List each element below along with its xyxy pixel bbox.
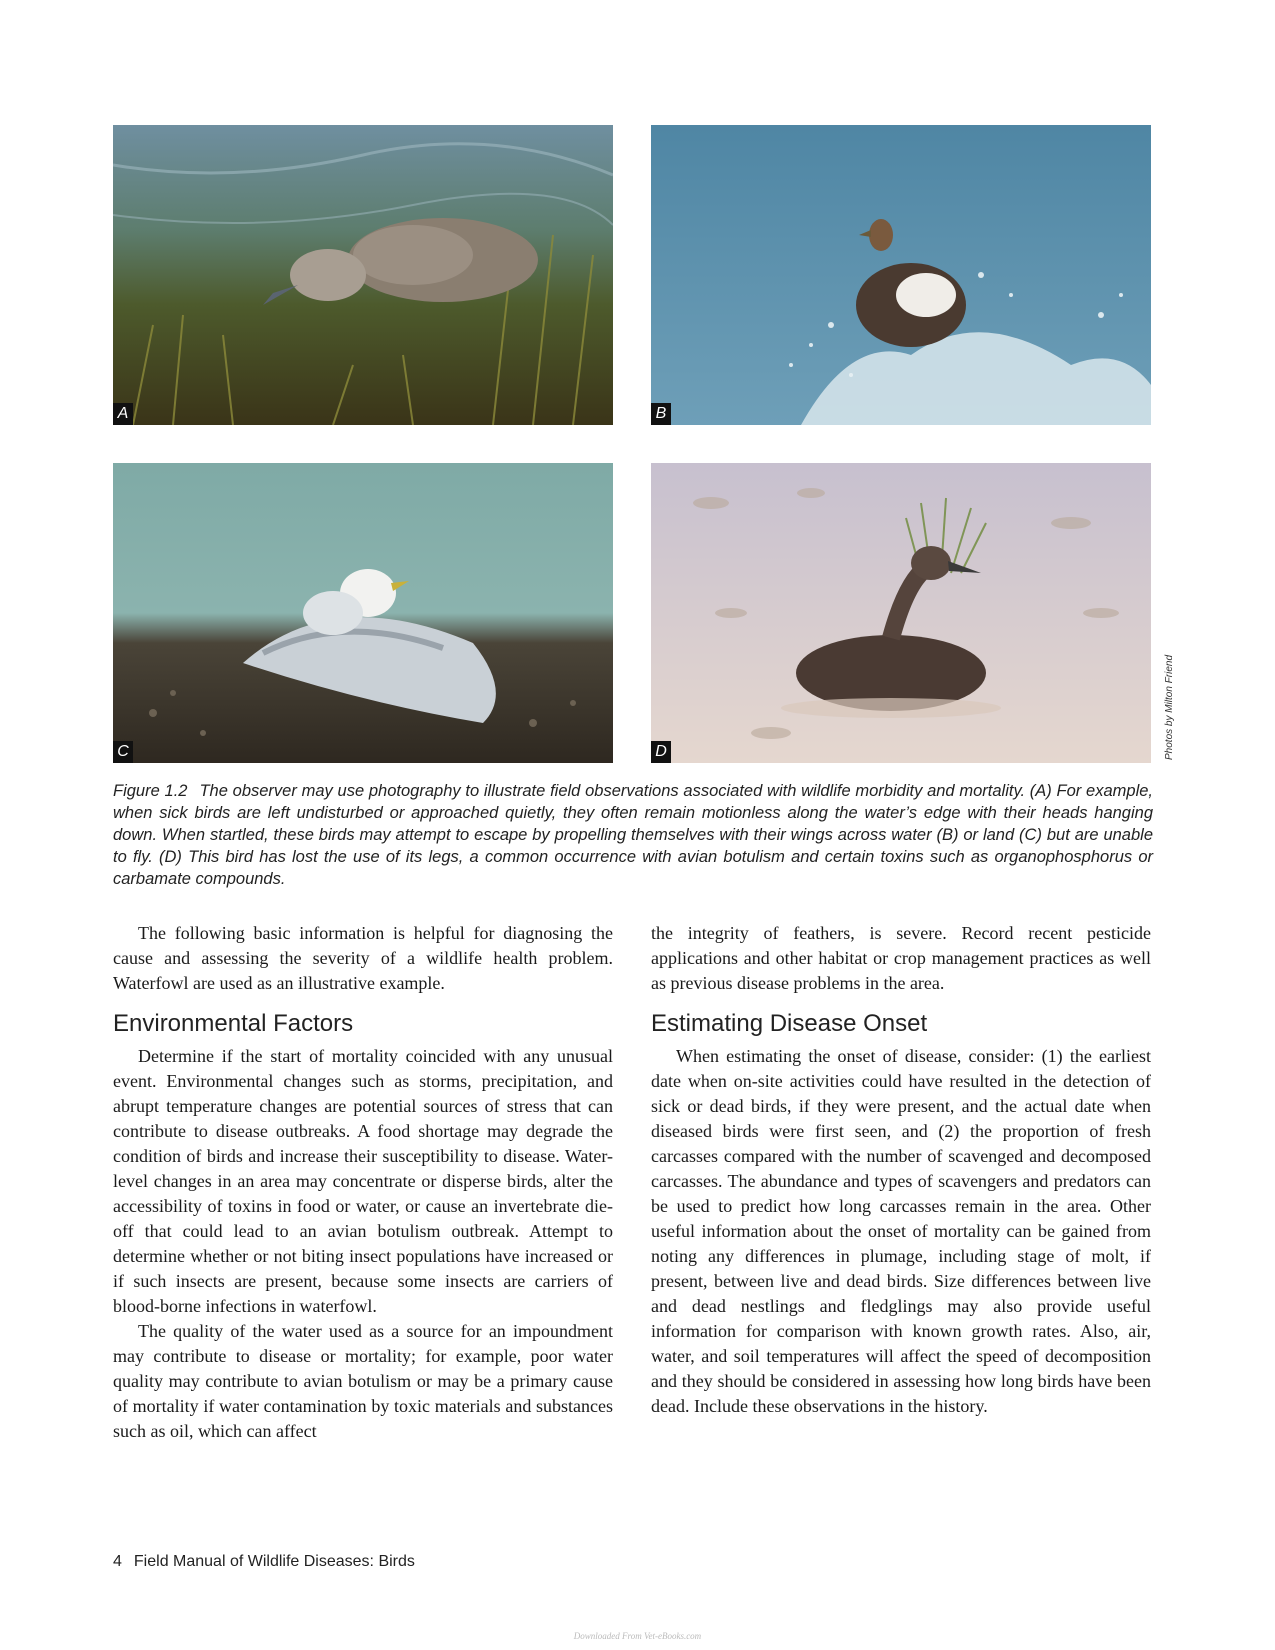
page-number: 4 xyxy=(113,1553,122,1570)
photo-d-duck-in-shallows xyxy=(651,463,1151,763)
page-footer xyxy=(113,1553,415,1571)
photo-credit: Photos by Milton Friend xyxy=(1164,654,1175,760)
right-column xyxy=(651,921,1151,1419)
book-title: Field Manual of Wildlife Diseases: Birds xyxy=(133,1553,415,1570)
panel-label-d: D xyxy=(651,741,671,763)
panel-label-c: C xyxy=(113,741,133,763)
figure-caption xyxy=(113,780,1153,890)
environmental-paragraph-2: The quality of the water used as a source for an impoundment may contribute to disease or mortality; for example, poor water quality may contribute to avian botulism or may be a primary cause of mortality if water contamination by toxic materials and substances such as oil, which can affect xyxy=(113,1321,613,1441)
photo-b-duck-splashing xyxy=(651,125,1151,425)
environmental-paragraph-1: Determine if the start of mortality coincided with any unusual event. Environmental changes such as storms, precipitation, and abrupt temperature changes are potential sources of stress that can contribute to disease outbreaks. A food shortage may degrade the condition of birds and increase their susceptibility to disease. Water-level changes in an area may concentrate or disperse birds, alter the accessibility of toxins in food or water, or cause an invertebrate die-off that could lead to an avian botulism outbreak. Attempt to determine whether or not biting insect populations have increased or if such insects are present, because some insects are carriers of blood-borne infections in waterfowl. xyxy=(113,1046,613,1316)
download-watermark: Downloaded From Vet-eBooks.com xyxy=(573,1631,702,1641)
panel-label-a: A xyxy=(113,403,133,425)
panel-label-b: B xyxy=(651,403,671,425)
section-heading-environmental-factors: Environmental Factors xyxy=(113,1010,354,1037)
figure-label: Figure 1.2 xyxy=(113,782,188,800)
figure-caption-text: The observer may use photography to illustrate field observations associated with wildlife morbidity and mortality. (A) For example, when sick birds are left undisturbed or approached quietly, they often remain motionless along the water’s edge with their heads hanging down. When startled, these birds may attempt to escape by propelling themselves with their wings across water (B) or land (C) but are unable to fly. (D) This bird has lost the use of its legs, a common occurrence with avian botulism and certain toxins such as organophosphorus or carbamate compounds. xyxy=(113,782,1154,888)
left-column xyxy=(113,921,613,1444)
disease-onset-paragraph: When estimating the onset of disease, consider: (1) the earliest date when on-site activities could have resulted in the detection of sick or dead birds, if they were present, and the actual date when diseased birds were first seen, and (2) the proportion of fresh carcasses compared with the number of scavenged and decomposed carcasses. The abundance and types of scavengers and predators can be used to predict how long carcasses remain in the area. Other useful information about the onset of mortality can be gained from noting any differences in plumage, including stage of molt, if present, between live and dead birds. Size differences between live and dead nestlings and fledglings may also provide useful information for comparison with known growth rates. Also, air, water, and soil temperatures will affect the speed of decomposition and they should be considered in assessing how long birds have been dead. Include these observations in the history. xyxy=(651,1046,1151,1416)
continued-paragraph: the integrity of feathers, is severe. Record recent pesticide applications and other habitat or crop management practices as well as previous disease problems in the area. xyxy=(651,923,1151,993)
photo-a-sick-duck-shore xyxy=(113,125,613,425)
intro-paragraph: The following basic information is helpful for diagnosing the cause and assessing the severity of a wildlife health problem. Waterfowl are used as an illustrative example. xyxy=(113,923,613,993)
photo-c-gull-on-land xyxy=(113,463,613,763)
section-heading-disease-onset: Estimating Disease Onset xyxy=(651,1010,928,1037)
